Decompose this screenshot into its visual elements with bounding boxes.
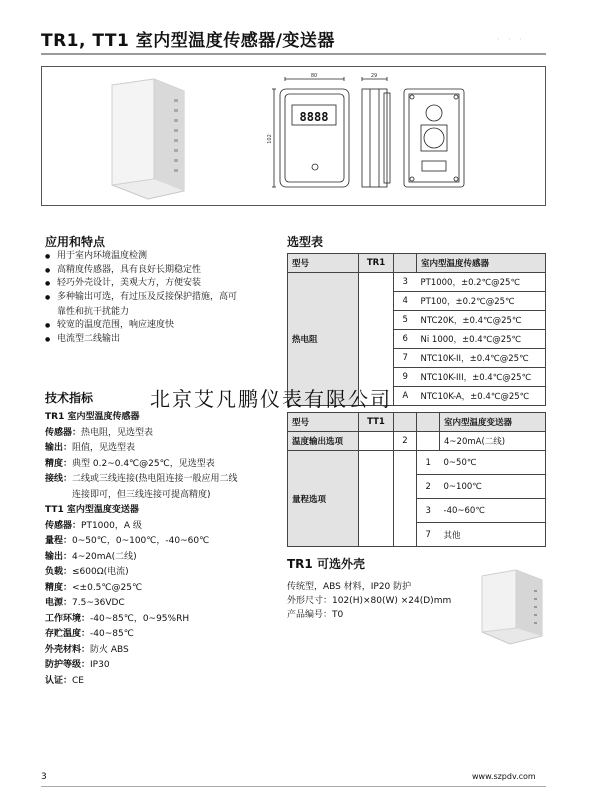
range-label-cell: 量程选项 [288, 451, 359, 547]
desc-cell: Ni 1000，±0.4℃@25℃ [417, 330, 546, 349]
tr1-spec-title: TR1 室内型温度传感器 [45, 412, 140, 422]
code-cell: 9 [394, 368, 417, 387]
spec-row-continuation: 连接即可，但三线连接可提高精度) [72, 489, 211, 500]
code-cell: 7 [417, 523, 440, 547]
code-cell: 3 [417, 499, 440, 523]
table-header-cell [394, 254, 417, 273]
applications-heading: 应用和特点 [45, 235, 106, 249]
spec-row: 认证：CE [45, 675, 84, 686]
spec-row: 传感器：PT1000，A 级 [45, 520, 142, 531]
spec-row: 电源：7.5~36VDC [45, 598, 125, 608]
desc-cell: PT1000，±0.2℃@25℃ [417, 273, 546, 292]
applications-list [45, 250, 237, 304]
spec-row: 外壳材料：防火 ABS [45, 644, 129, 655]
dimension-height-label: 102 [267, 134, 273, 144]
list-item: ● 较宽的温度范围，响应速度快 [45, 319, 174, 333]
blank-cell [417, 432, 440, 451]
desc-cell: NTC10K-A，±0.4℃@25℃ [417, 387, 546, 406]
company-watermark: 北京艾凡鹏仪表有限公司 [150, 387, 392, 411]
housing-line: 产品编号：T0 [287, 610, 344, 620]
table-header-cell: TR1 [359, 254, 394, 273]
page-title: TR1, TT1 室内型温度传感器/变送器 [41, 31, 335, 51]
list-item: ● 高精度传感器，具有良好长期稳定性 [45, 264, 237, 278]
housing-photo [112, 79, 184, 199]
desc-cell: NTC10K-III，±0.4℃@25℃ [417, 368, 546, 387]
code-cell: 5 [394, 311, 417, 330]
code-cell: 1 [417, 451, 440, 475]
selection-heading: 选型表 [287, 235, 324, 249]
tr1-specs [45, 410, 238, 689]
front-view-drawing [272, 77, 349, 187]
list-item: ● 轻巧外壳设计，美观大方，方便安装 [45, 277, 237, 291]
table-header-row [288, 254, 546, 273]
spec-row: 接线：二线或三线连接(热电阻连接一般应用二线 [45, 474, 238, 484]
table-row [288, 273, 546, 292]
desc-cell: 0~50℃ [440, 451, 546, 475]
footer-url: www.szpdv.com [472, 772, 536, 781]
table-header-cell: 室内型温度传感器 [417, 254, 546, 273]
code-cell: 7 [394, 349, 417, 368]
table-row [288, 451, 546, 475]
spec-row: 防护等级：IP30 [45, 660, 110, 670]
product-drawings [42, 67, 545, 205]
code-cell: 4 [394, 292, 417, 311]
side-view-drawing [362, 77, 390, 187]
housing-photo [478, 566, 548, 648]
table-header-cell [394, 413, 417, 432]
desc-cell: PT100，±0.2℃@25℃ [417, 292, 546, 311]
tt1-spec-title: TT1 室内型温度变送器 [45, 505, 139, 515]
desc-cell: 其他 [440, 523, 546, 547]
table-header-row [288, 413, 546, 432]
spec-row: 精度：<±0.5℃@25℃ [45, 582, 143, 593]
spec-row: 输出：阻值，见选型表 [45, 443, 136, 453]
spec-row: 量程：0~50℃，0~100℃，-40~60℃ [45, 536, 210, 546]
group-label-cell: 热电阻 [288, 273, 359, 406]
tt1-selection-table [287, 412, 546, 547]
footer-divider [41, 786, 546, 787]
decorative-dots: · · · [497, 35, 525, 44]
desc-cell: NTC20K，±0.4℃@25℃ [417, 311, 546, 330]
back-view-drawing [404, 89, 464, 187]
list-item: ● 电流型二线输出 [45, 333, 174, 347]
table-row [288, 432, 546, 451]
housing-heading: TR1 可选外壳 [287, 557, 365, 571]
code-cell: 6 [394, 330, 417, 349]
desc-cell: NTC10K-II，±0.4℃@25℃ [417, 349, 546, 368]
product-figure-panel [41, 66, 546, 206]
table-header-cell: 型号 [288, 413, 359, 432]
housing-line: 外形尺寸：102(H)×80(W) ×24(D)mm [287, 596, 452, 606]
spec-row: 输出：4~20mA(二线) [45, 551, 137, 562]
title-divider [41, 53, 546, 55]
housing-line: 传统型，ABS 材料，IP20 防护 [287, 582, 412, 592]
table-header-cell: 型号 [288, 254, 359, 273]
code-cell: 2 [417, 475, 440, 499]
dimension-depth-label: 29 [370, 73, 378, 79]
table-header-cell: 室内型温度变送器 [440, 413, 546, 432]
list-item: ● 用于室内环境温度检测 [45, 250, 237, 264]
spec-row: 精度：典型 0.2~0.4℃@25℃，见选型表 [45, 458, 215, 469]
spec-row: 工作环境：-40~85℃，0~95%RH [45, 613, 190, 624]
desc-cell: 4~20mA(二线) [440, 432, 546, 451]
code-cell: 2 [394, 432, 417, 451]
blank-cell [359, 432, 394, 451]
page-number: 3 [41, 772, 47, 782]
code-cell: A [394, 387, 417, 406]
table-header-cell: TT1 [359, 413, 394, 432]
blank-cell [394, 451, 417, 547]
list-item-continuation: 靠性和抗干扰能力 [57, 307, 130, 317]
spec-row: 存贮温度：-40~85℃ [45, 629, 134, 639]
applications-list-2 [45, 319, 174, 346]
table-header-cell [417, 413, 440, 432]
display-digits: 8888 [299, 110, 329, 124]
dimension-width-label: 80 [310, 73, 318, 79]
list-item: ● 多种输出可选，有过压及反接保护措施，高可 [45, 291, 237, 305]
specs-heading: 技术指标 [45, 391, 94, 405]
code-cell: 3 [394, 273, 417, 292]
spec-row: 传感器：热电阻，见选型表 [45, 427, 154, 438]
spec-row: 负载：≤600Ω(电流) [45, 567, 129, 577]
desc-cell: -40~60℃ [440, 499, 546, 523]
blank-cell [359, 451, 394, 547]
desc-cell: 0~100℃ [440, 475, 546, 499]
output-label-cell: 温度输出选项 [288, 432, 359, 451]
housing-description [287, 580, 451, 622]
